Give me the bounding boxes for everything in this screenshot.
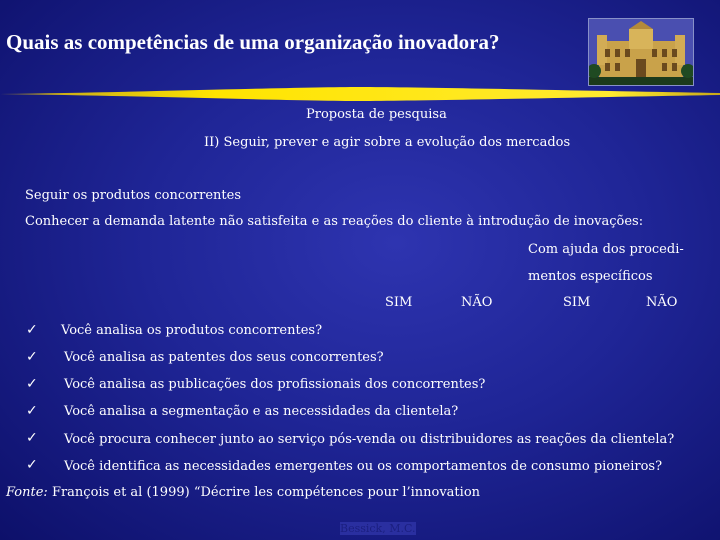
column-header-sim-1: SIM [385, 295, 413, 310]
footer-credit: Bessick, M.C. [340, 522, 416, 535]
column-header-nao-2: NÃO [646, 295, 678, 310]
gold-divider [0, 86, 720, 102]
source-citation [6, 485, 480, 500]
question-5: Você procura conhecer junto ao serviço pós-venda ou distribuidores as reações da clientela? [64, 432, 675, 447]
line-2: Conhecer a demanda latente não satisfeita e as reações do cliente à introdução de inovações: [25, 214, 644, 229]
source-text: François et al (1999) “Décrire les compétences pour l’innovation [47, 485, 481, 500]
note-line-2: mentos específicos [528, 269, 653, 284]
question-6: Você identifica as necessidades emergentes ou os comportamentos de consumo pioneiros? [64, 459, 663, 474]
question-3: Você analisa as publicações dos profissionais dos concorrentes? [64, 377, 486, 392]
subtitle: Proposta de pesquisa [306, 107, 447, 122]
checkmark-icon: ✓ [26, 322, 38, 338]
section-heading: II) Seguir, prever e agir sobre a evolução dos mercados [204, 135, 571, 150]
column-header-nao-1: NÃO [461, 295, 493, 310]
source-label: Fonte: [6, 485, 48, 500]
checkmark-icon: ✓ [26, 376, 38, 392]
question-4: Você analisa a segmentação e as necessidades da clientela? [64, 404, 459, 419]
question-2: Você analisa as patentes dos seus concorrentes? [64, 350, 384, 365]
checkmark-icon: ✓ [26, 430, 38, 446]
line-1: Seguir os produtos concorrentes [25, 188, 242, 203]
building-photo [588, 18, 694, 86]
question-1: Você analisa os produtos concorrentes? [61, 323, 323, 338]
slide-title: Quais as competências de uma organização inovadora? [6, 30, 500, 54]
checkmark-icon: ✓ [26, 349, 38, 365]
checkmark-icon: ✓ [26, 403, 38, 419]
column-header-sim-2: SIM [563, 295, 591, 310]
note-line-1: Com ajuda dos procedi- [528, 242, 684, 257]
checkmark-icon: ✓ [26, 457, 38, 473]
